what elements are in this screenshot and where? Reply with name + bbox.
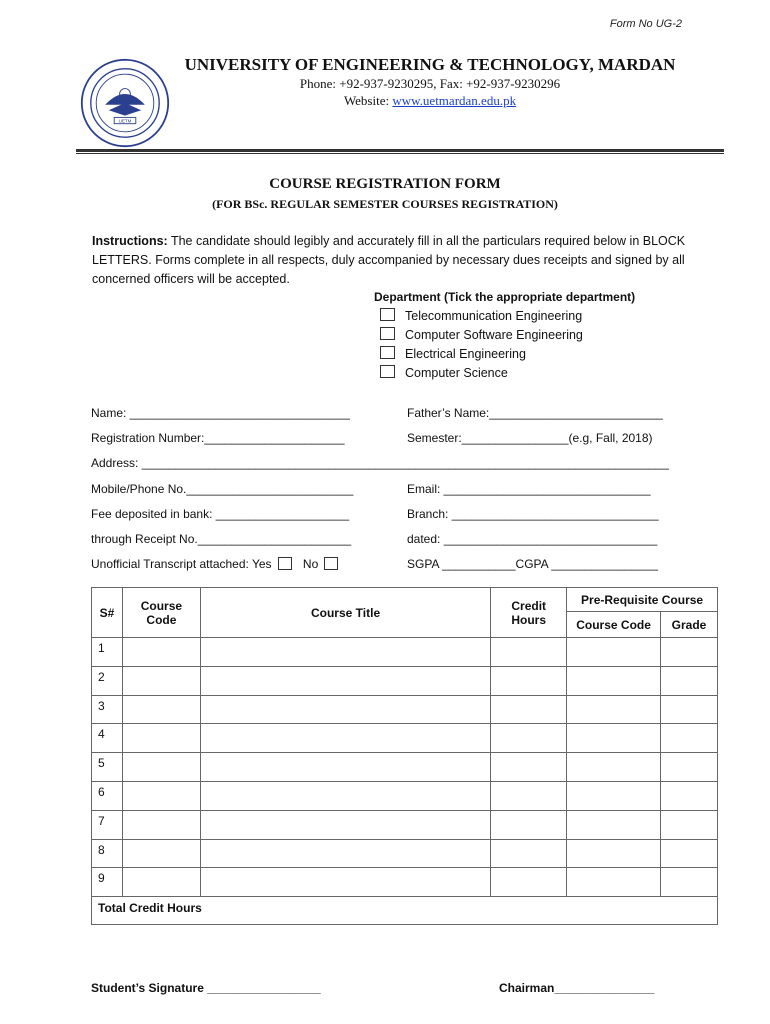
table-cell[interactable] xyxy=(200,695,490,724)
table-cell[interactable] xyxy=(567,781,661,810)
header-credit-line1: Credit xyxy=(511,598,547,613)
checkbox[interactable] xyxy=(380,365,395,378)
table-cell[interactable] xyxy=(567,666,661,695)
branch-field[interactable]: Branch: _______________________________ xyxy=(407,507,659,521)
university-name: UNIVERSITY OF ENGINEERING & TECHNOLOGY, MARDAN xyxy=(184,55,676,74)
course-table xyxy=(91,587,718,925)
table-cell[interactable] xyxy=(122,724,200,753)
instructions-label: Instructions: xyxy=(92,234,168,248)
website-link[interactable]: www.uetmardan.edu.pk xyxy=(392,93,517,108)
table-row xyxy=(92,695,718,724)
table-cell[interactable] xyxy=(567,638,661,667)
table-cell[interactable] xyxy=(567,868,661,897)
transcript-no-checkbox[interactable] xyxy=(324,557,338,570)
header-divider xyxy=(76,149,724,154)
row-number: 7 xyxy=(92,810,123,839)
table-row xyxy=(92,638,718,667)
dept-option-telecom[interactable] xyxy=(380,308,582,323)
table-cell[interactable] xyxy=(491,666,567,695)
table-cell[interactable] xyxy=(491,839,567,868)
row-number: 4 xyxy=(92,724,123,753)
row-number: 8 xyxy=(92,839,123,868)
chairman-signature[interactable]: Chairman_______________ xyxy=(499,981,655,995)
mobile-field[interactable]: Mobile/Phone No._________________________ xyxy=(91,482,354,496)
header-course-code xyxy=(122,588,200,638)
table-cell[interactable] xyxy=(122,695,200,724)
instructions-text: The candidate should legibly and accurately fill in all the particulars required below in BLOCK LETTERS. Forms complete in all respects, duly accompanied by necessary dues receipts and signed by all concerned officers will be accepted. xyxy=(92,234,686,286)
student-signature[interactable]: Student’s Signature _________________ xyxy=(91,981,321,995)
department-heading: Department (Tick the appropriate department) xyxy=(374,290,636,304)
table-cell[interactable] xyxy=(200,638,490,667)
header-grade: Grade xyxy=(661,612,718,638)
row-number: 5 xyxy=(92,753,123,782)
table-cell[interactable] xyxy=(661,695,718,724)
row-number: 6 xyxy=(92,781,123,810)
table-row xyxy=(92,868,718,897)
table-cell[interactable] xyxy=(122,810,200,839)
table-cell[interactable] xyxy=(491,638,567,667)
dept-option-electrical[interactable] xyxy=(380,346,526,361)
form-subtitle: (FOR BSc. REGULAR SEMESTER COURSES REGISTRATION) xyxy=(212,197,558,211)
email-field[interactable]: Email: _______________________________ xyxy=(407,482,651,496)
table-cell[interactable] xyxy=(661,666,718,695)
checkbox[interactable] xyxy=(380,346,395,359)
address-field[interactable]: Address: _______________________________________________________________________________ xyxy=(91,456,669,470)
header-credit-line2: Hours xyxy=(511,612,547,627)
table-cell[interactable] xyxy=(122,781,200,810)
table-cell[interactable] xyxy=(200,753,490,782)
header-sn: S# xyxy=(92,588,123,638)
table-cell[interactable] xyxy=(200,781,490,810)
table-row xyxy=(92,810,718,839)
table-cell[interactable] xyxy=(661,638,718,667)
dept-option-cs[interactable] xyxy=(380,365,508,380)
table-cell[interactable] xyxy=(200,724,490,753)
instructions xyxy=(92,232,702,289)
form-title: COURSE REGISTRATION FORM xyxy=(269,176,501,192)
header-prereq-code: Course Code xyxy=(567,612,661,638)
header-prerequisite: Pre-Requisite Course xyxy=(567,588,718,612)
transcript-no-label: No xyxy=(302,557,319,571)
table-cell[interactable] xyxy=(491,753,567,782)
table-cell[interactable] xyxy=(491,724,567,753)
table-cell[interactable] xyxy=(661,868,718,897)
table-cell[interactable] xyxy=(491,868,567,897)
table-cell[interactable] xyxy=(491,695,567,724)
row-number: 2 xyxy=(92,666,123,695)
dept-option-software[interactable] xyxy=(380,327,583,342)
table-cell[interactable] xyxy=(567,753,661,782)
table-cell[interactable] xyxy=(661,781,718,810)
father-name-field[interactable]: Father’s Name:__________________________ xyxy=(407,406,663,420)
checkbox[interactable] xyxy=(380,327,395,340)
header-course-title: Course Title xyxy=(200,588,490,638)
transcript-field xyxy=(91,557,346,571)
phone-fax: Phone: +92-937-9230295, Fax: +92-937-9230296 xyxy=(299,76,561,91)
header-course-code-line2: Code xyxy=(146,612,177,627)
table-cell[interactable] xyxy=(661,724,718,753)
dept-option-label: Computer Science xyxy=(405,366,508,380)
dept-option-label: Electrical Engineering xyxy=(405,347,526,361)
header-credit-hours xyxy=(491,588,567,638)
row-number: 3 xyxy=(92,695,123,724)
table-cell[interactable] xyxy=(661,810,718,839)
row-number: 1 xyxy=(92,638,123,667)
registration-field[interactable]: Registration Number:_____________________ xyxy=(91,431,345,445)
table-row xyxy=(92,753,718,782)
logo-lettering: UETM xyxy=(118,118,132,124)
dept-option-label: Telecommunication Engineering xyxy=(405,309,583,323)
table-cell[interactable] xyxy=(661,753,718,782)
table-cell[interactable] xyxy=(200,810,490,839)
table-cell[interactable] xyxy=(567,724,661,753)
row-number: 9 xyxy=(92,868,123,897)
table-row xyxy=(92,666,718,695)
table-cell[interactable] xyxy=(661,839,718,868)
table-row xyxy=(92,839,718,868)
table-cell[interactable] xyxy=(491,810,567,839)
table-cell[interactable] xyxy=(491,781,567,810)
website-line xyxy=(170,93,690,109)
table-cell[interactable] xyxy=(122,868,200,897)
table-cell[interactable] xyxy=(122,753,200,782)
checkbox[interactable] xyxy=(380,308,395,321)
table-cell[interactable] xyxy=(200,666,490,695)
website-label: Website: xyxy=(343,93,393,108)
dated-field[interactable]: dated: ________________________________ xyxy=(407,532,658,546)
table-cell[interactable] xyxy=(122,666,200,695)
table-cell[interactable] xyxy=(200,839,490,868)
transcript-yes-checkbox[interactable] xyxy=(278,557,292,570)
dept-option-label: Computer Software Engineering xyxy=(405,328,583,342)
table-row xyxy=(92,724,718,753)
university-logo xyxy=(80,58,170,148)
table-cell[interactable] xyxy=(567,839,661,868)
name-field[interactable]: Name: _________________________________ xyxy=(91,406,350,420)
total-credit-hours: Total Credit Hours xyxy=(92,897,718,925)
form-number: Form No UG-2 xyxy=(609,18,682,30)
table-cell[interactable] xyxy=(567,695,661,724)
fee-field[interactable]: Fee deposited in bank: ____________________ xyxy=(91,507,350,521)
table-cell[interactable] xyxy=(122,839,200,868)
receipt-field[interactable]: through Receipt No._______________________ xyxy=(91,532,352,546)
sgpa-cgpa-field[interactable]: SGPA ___________CGPA ________________ xyxy=(407,557,659,571)
transcript-label: Unofficial Transcript attached: Yes xyxy=(91,557,272,571)
header-course-code-line1: Course xyxy=(140,598,183,613)
semester-field[interactable]: Semester:________________(e.g, Fall, 2018) xyxy=(407,431,653,445)
table-cell[interactable] xyxy=(200,868,490,897)
table-cell[interactable] xyxy=(122,638,200,667)
table-row xyxy=(92,781,718,810)
table-cell[interactable] xyxy=(567,810,661,839)
